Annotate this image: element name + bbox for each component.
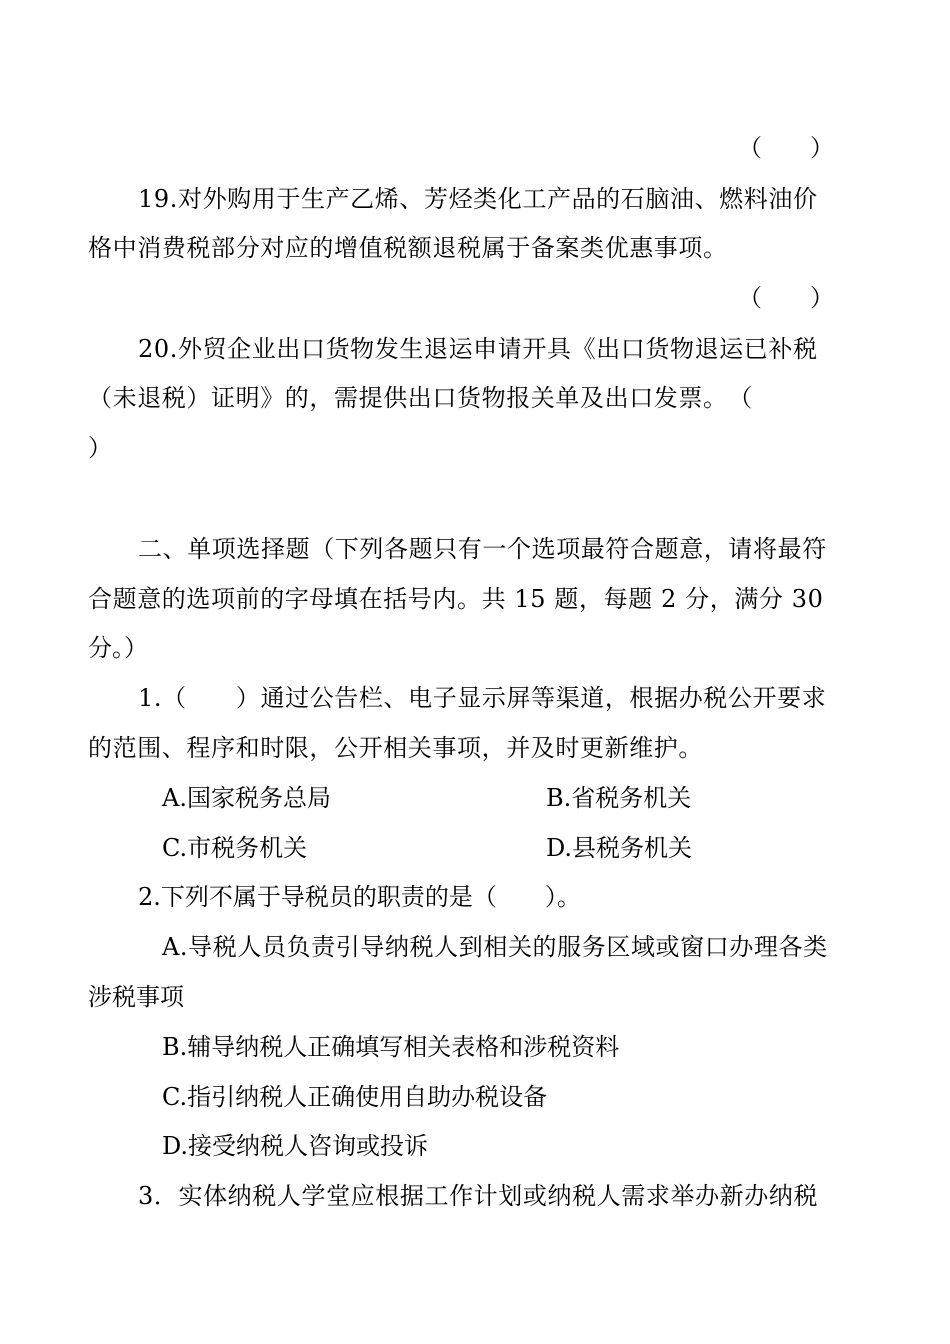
section-2-heading-line-3: 分。） [88, 634, 148, 662]
mc-question-1-option-a: A.国家税务总局 [162, 784, 331, 812]
mc-question-2-option-c: C.指引纳税人正确使用自助办税设备 [162, 1083, 548, 1111]
mc-question-2-option-a-line-2: 涉税事项 [88, 983, 184, 1011]
question-19-line-2: 格中消费税部分对应的增值税额退税属于备案类优惠事项。 [88, 234, 728, 262]
mc-question-2-option-d: D.接受纳税人咨询或投诉 [162, 1132, 429, 1160]
answer-blank: （ ） [738, 284, 834, 312]
mc-question-1-option-b: B.省税务机关 [546, 784, 692, 812]
mc-question-2-stem: 2.下列不属于导税员的职责的是（ ）。 [138, 883, 581, 911]
section-2-heading-line-2: 合题意的选项前的字母填在括号内。共 15 题，每题 2 分，满分 30 [88, 585, 824, 613]
section-2-heading-line-1: 二、单项选择题（下列各题只有一个选项最符合题意，请将最符 [138, 535, 827, 563]
mc-question-1-option-d: D.县税务机关 [546, 834, 693, 862]
mc-question-1-line-1: 1.（ ）通过公告栏、电子显示屏等渠道，根据办税公开要求 [138, 684, 827, 712]
mc-question-3-line-1: 3．实体纳税人学堂应根据工作计划或纳税人需求举办新办纳税 [138, 1182, 819, 1210]
mc-question-2-option-a-line-1: A.导税人员负责引导纳税人到相关的服务区域或窗口办理各类 [162, 933, 828, 961]
mc-question-2-option-b: B.辅导纳税人正确填写相关表格和涉税资料 [162, 1033, 620, 1061]
mc-question-1-line-2: 的范围、程序和时限，公开相关事项，并及时更新维护。 [88, 734, 703, 762]
mc-question-1-option-c: C.市税务机关 [162, 834, 308, 862]
question-19-line-1: 19.对外购用于生产乙烯、芳烃类化工产品的石脑油、燃料油价 [138, 185, 818, 213]
question-20-line-1: 20.外贸企业出口货物发生退运申请开具《出口货物退运已补税 [138, 335, 818, 363]
answer-blank: （ ） [738, 134, 834, 162]
question-20-line-3: ） [88, 434, 112, 462]
question-20-line-2: （未退税）证明》的，需提供出口货物报关单及出口发票。 （ [88, 384, 753, 412]
